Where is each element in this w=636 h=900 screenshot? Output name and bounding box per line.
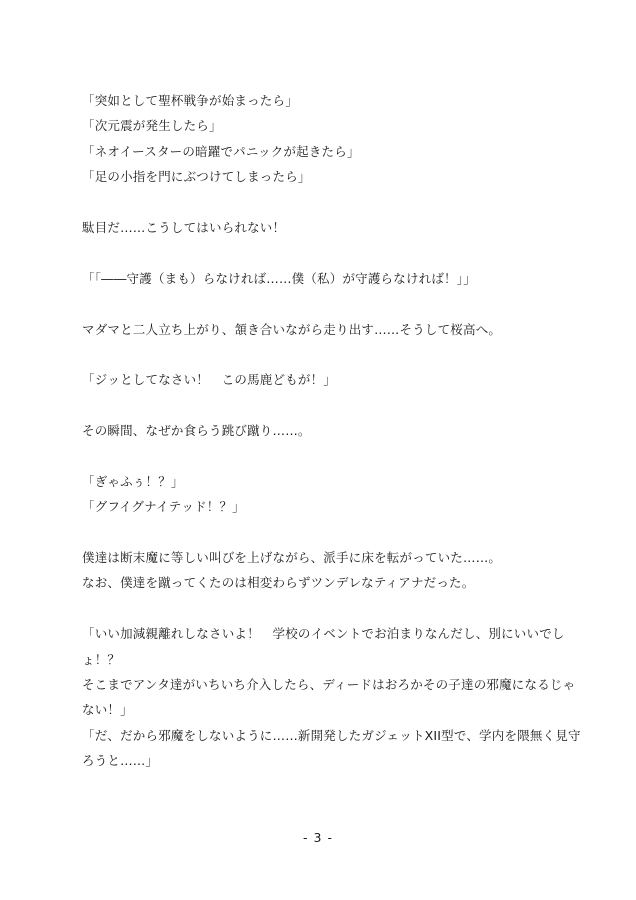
page-number: - 3 - (303, 830, 333, 845)
dialogue-line: 「グフイグナイテッド！？」 (82, 499, 245, 515)
narration-line: マダマと二人立ち上がり、頷き合いながら走り出す……そうして桜高へ。 (82, 321, 502, 337)
body-text (82, 88, 581, 774)
narration-line: その瞬間、なぜか食らう跳び蹴り……。 (82, 423, 311, 439)
dialogue-line: 「だ、だから邪魔をしないように……新開発したガジェットXII型で、学内を隈無く見守 (82, 727, 581, 743)
blank-line (82, 342, 562, 367)
dialogue-line: 「次元震が発生したら」 (82, 118, 222, 134)
narration-line: 駄目だ……こうしてはいられない！ (82, 219, 286, 235)
dialogue-line: 「ネオイースターの暗躍でパニックが起きたら」 (82, 143, 360, 159)
blank-line (82, 393, 562, 418)
blank-line (82, 240, 562, 265)
dialogue-line: ろうと……」 (82, 753, 159, 769)
dialogue-line: 「ジッとしてなさい！ この馬鹿どもが！」 (82, 372, 337, 388)
dialogue-line: そこまでアンタ達がいちいち介入したら、ディードはおろかその子達の邪魔になるじゃ (82, 676, 576, 692)
dialogue-line: 「いい加減親離れしなさいよ！ 学校のイベントでお泊まりなんだし、別にいいでし (82, 626, 565, 642)
blank-line (82, 520, 562, 545)
dialogue-line: ょ！？ (82, 651, 121, 667)
dialogue-line: 「足の小指を門にぶつけてしまったら」 (82, 169, 311, 185)
blank-line (82, 596, 562, 621)
dialogue-line: 「「――守護（まも）らなければ……僕（私）が守護らなければ！」」 (82, 270, 476, 286)
dialogue-line: ない！」 (82, 702, 133, 718)
dialogue-line: 「ぎゃふぅ！？」 (82, 473, 184, 489)
narration-line: 僕達は断末魔に等しい叫びを上げながら、派手に床を転がっていた……。 (82, 550, 502, 566)
dialogue-line: 「突如として聖杯戦争が始まったら」 (82, 93, 298, 108)
blank-line (82, 291, 562, 316)
blank-line (82, 190, 562, 215)
narration-line: なお、僕達を蹴ってくたのは相変わらずツンデレなティアナだった。 (82, 575, 475, 591)
blank-line (82, 443, 562, 468)
